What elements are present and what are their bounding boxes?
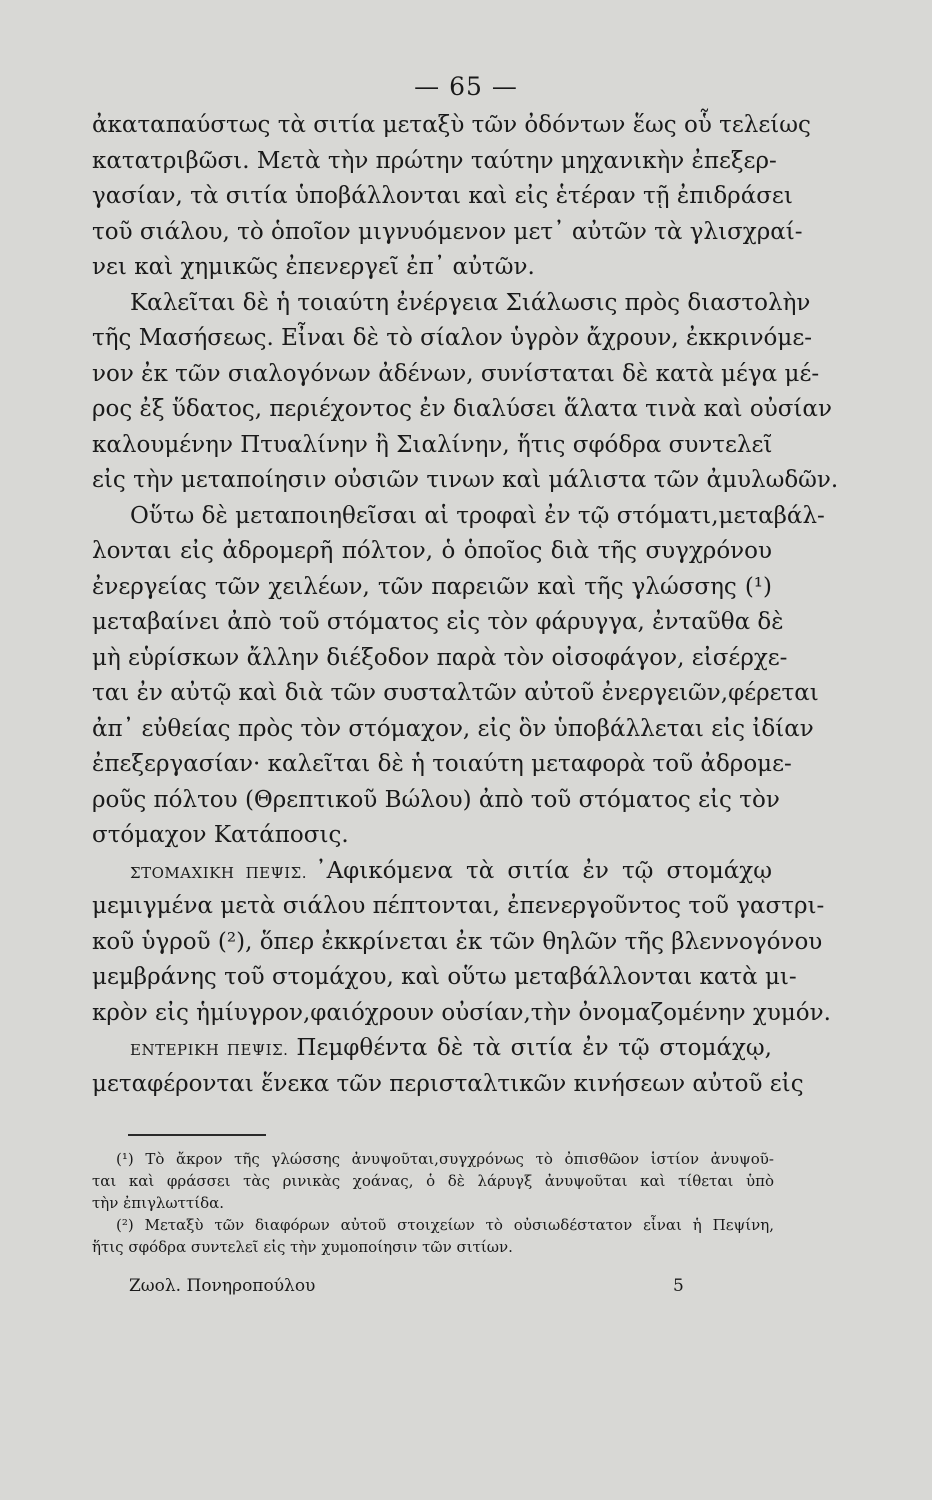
text-line: ροῦς πόλτου (Θρεπτικοῦ Βώλου) ἀπὸ τοῦ στόματος εἰς τὸν [92, 786, 780, 813]
footnote-line: ται καὶ φράσσει τὰς ρινικὰς χοάνας, ὁ δὲ λάρυγξ ἀνυψοῦται καὶ τίθεται ὑπὸ [92, 1172, 774, 1190]
text-line: νει καὶ χημικῶς ἐπενεργεῖ ἐπ᾽ αὐτῶν. [92, 254, 535, 280]
text-line: ἀκαταπαύστως τὰ σιτία μεταξὺ τῶν ὀδόντων ἕως οὗ τελείως [92, 112, 811, 138]
text-line: καλουμένην Πτυαλίνην ἢ Σιαλίνην, ἥτις σφόδρα συντελεῖ [92, 431, 773, 458]
text-line: νον ἐκ τῶν σιαλογόνων ἀδένων, συνίσταται δὲ κατὰ μέγα μέ- [92, 360, 820, 387]
text-line-content: Πεμφθέντα δὲ τὰ σιτία ἐν τῷ στομάχῳ, [296, 1035, 772, 1061]
text-line: ἐπεξεργασίαν· καλεῖται δὲ ἡ τοιαύτη μεταφορὰ τοῦ ἀδρομε- [92, 751, 792, 777]
text-line [92, 1031, 772, 1067]
footnotes [92, 1148, 774, 1258]
text-line: ἐνεργείας τῶν χειλέων, τῶν παρειῶν καὶ τῆς γλώσσης (¹) [92, 573, 772, 600]
text-line: γασίαν, τὰ σιτία ὑποβάλλονται καὶ εἰς ἑτέραν τῇ ἐπιδράσει [92, 183, 793, 209]
text-line-content: ᾽Αφικόμενα τὰ σιτία ἐν τῷ στομάχῳ [315, 857, 772, 884]
text-line: κατατριβῶσι. Μετὰ τὴν πρώτην ταύτην μηχανικὴν ἐπεξερ- [92, 147, 777, 174]
text-line: μεμβράνης τοῦ στομάχου, καὶ οὕτω μεταβάλλονται κατὰ μι- [92, 964, 797, 990]
text-line: μὴ εὑρίσκων ἄλλην διέξοδον παρὰ τὸν οἰσοφάγον, εἰσέρχε- [92, 644, 788, 671]
text-line: Οὕτω δὲ μεταποιηθεῖσαι αἱ τροφαὶ ἐν τῷ στόματι,μεταβάλ- [130, 502, 825, 529]
text-line: ἀπ᾽ εὐθείας πρὸς τὸν στόμαχον, εἰς ὃν ὑποβάλλεται εἰς ἰδίαν [92, 715, 814, 742]
text-line: μεμιγμένα μετὰ σιάλου πέπτονται, ἐπενεργοῦντος τοῦ γαστρι- [92, 893, 825, 919]
sheet-number: 5 [673, 1276, 684, 1296]
text-line [92, 854, 772, 890]
footnote-line: (¹) Τὸ ἄκρον τῆς γλώσσης ἀνυψοῦται,συγχρόνως τὸ ὀπισθῶον ἱστίον ἀνυψοῦ- [116, 1150, 774, 1168]
body-text [92, 108, 839, 1102]
text-line: μεταβαίνει ἀπὸ τοῦ στόματος εἰς τὸν φάρυγγα, ἐνταῦθα δὲ [92, 609, 784, 635]
text-line: Καλεῖται δὲ ἡ τοιαύτη ἐνέργεια Σιάλωσις πρὸς διαστολὴν [130, 289, 811, 316]
text-line: στόμαχον Κατάποσις. [92, 822, 349, 848]
text-line: ρος ἐξ ὕδατος, περιέχοντος ἐν διαλύσει ἅλατα τινὰ καὶ οὐσίαν [92, 396, 832, 422]
text-line: τῆς Μασήσεως. Εἶναι δὲ τὸ σίαλον ὑγρὸν ἄχρουν, ἐκκρινόμε- [92, 325, 813, 351]
signature-mark: Ζωολ. Πονηροπούλου [129, 1276, 316, 1296]
footnote-line: τὴν ἐπιγλωττίδα. [92, 1194, 225, 1212]
footnote-line: ἥτις σφόδρα συντελεῖ εἰς τὴν χυμοποίησιν τῶν σιτίων. [92, 1238, 513, 1256]
text-line: εἰς τὴν μεταποίησιν οὐσιῶν τινων καὶ μάλιστα τῶν ἀμυλωδῶν. [92, 467, 839, 493]
section-heading: ΕΝΤΕΡΙΚΗ ΠΕΨΙΣ. [130, 1041, 289, 1059]
footnote-line: (²) Μεταξὺ τῶν διαφόρων αὐτοῦ στοιχείων τὸ οὐσιωδέστατον εἶναι ἡ Πεψίνη, [116, 1216, 774, 1234]
text-line: μεταφέρονται ἕνεκα τῶν περισταλτικῶν κινήσεων αὐτοῦ εἰς [92, 1070, 804, 1097]
text-line: κοῦ ὑγροῦ (²), ὅπερ ἐκκρίνεται ἐκ τῶν θηλῶν τῆς βλεννογόνου [92, 928, 823, 955]
footnote-rule [128, 1134, 266, 1136]
text-line: τοῦ σιάλου, τὸ ὁποῖον μιγνυόμενον μετ᾽ αὐτῶν τὰ γλισχραί- [92, 218, 803, 245]
page-number: — 65 — [414, 72, 518, 101]
text-line: κρὸν εἰς ἡμίυγρον,φαιόχρουν οὐσίαν,τὴν ὀνομαζομένην χυμόν. [92, 999, 831, 1026]
section-heading: ΣΤΟΜΑΧΙΚΗ ΠΕΨΙΣ. [130, 863, 308, 882]
text-line: λονται εἰς ἀδρομερῆ πόλτον, ὁ ὁποῖος διὰ τῆς συγχρόνου [92, 538, 772, 564]
text-line: ται ἐν αὐτῷ καὶ διὰ τῶν συσταλτῶν αὐτοῦ ἐνεργειῶν,φέρεται [92, 680, 819, 706]
